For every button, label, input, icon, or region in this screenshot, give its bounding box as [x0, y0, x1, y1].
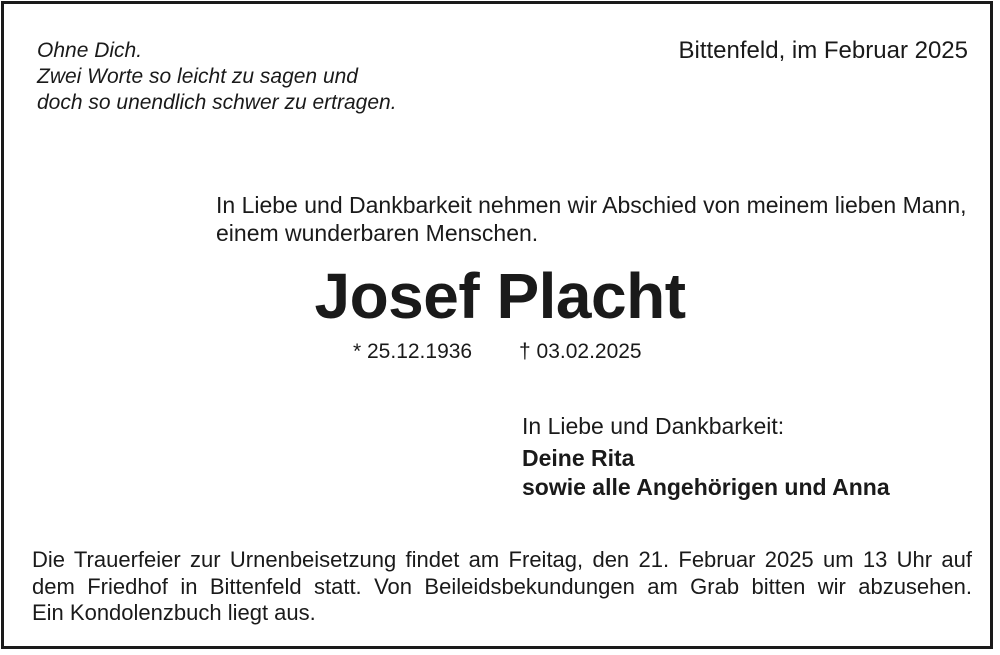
notice-line: Die Trauerfeier zur Urnenbeisetzung findet am Freitag, den 21. Februar 2025 um 13 Uhr auf	[32, 547, 972, 572]
mourner-line: Deine Rita	[522, 445, 635, 471]
farewell-intro	[216, 191, 967, 247]
mourner-line: sowie alle Angehörigen und Anna	[522, 474, 890, 500]
notice-line: Ein Kondolenzbuch liegt aus.	[32, 600, 316, 625]
place-and-date: Bittenfeld, im Februar 2025	[678, 37, 968, 64]
death-date: † 03.02.2025	[519, 340, 642, 363]
funeral-notice	[32, 547, 972, 627]
notice-line: dem Friedhof in Bittenfeld statt. Von Beileidsbekundungen am Grab bitten wir abzusehen.	[32, 573, 972, 599]
poem-line: doch so unendlich schwer zu ertragen.	[37, 91, 397, 114]
birth-date: * 25.12.1936	[353, 340, 473, 363]
deceased-name: Josef Placht	[314, 260, 686, 332]
intro-line: einem wunderbaren Menschen.	[216, 220, 539, 246]
poem-line: Zwei Worte so leicht zu sagen und	[37, 65, 358, 88]
mourners-signature	[522, 444, 890, 502]
memorial-poem	[37, 38, 397, 116]
poem-line: Ohne Dich.	[37, 39, 143, 62]
mourners-heading: In Liebe und Dankbarkeit:	[522, 413, 785, 439]
intro-line: In Liebe und Dankbarkeit nehmen wir Abschied von meinem lieben Mann,	[216, 192, 967, 218]
